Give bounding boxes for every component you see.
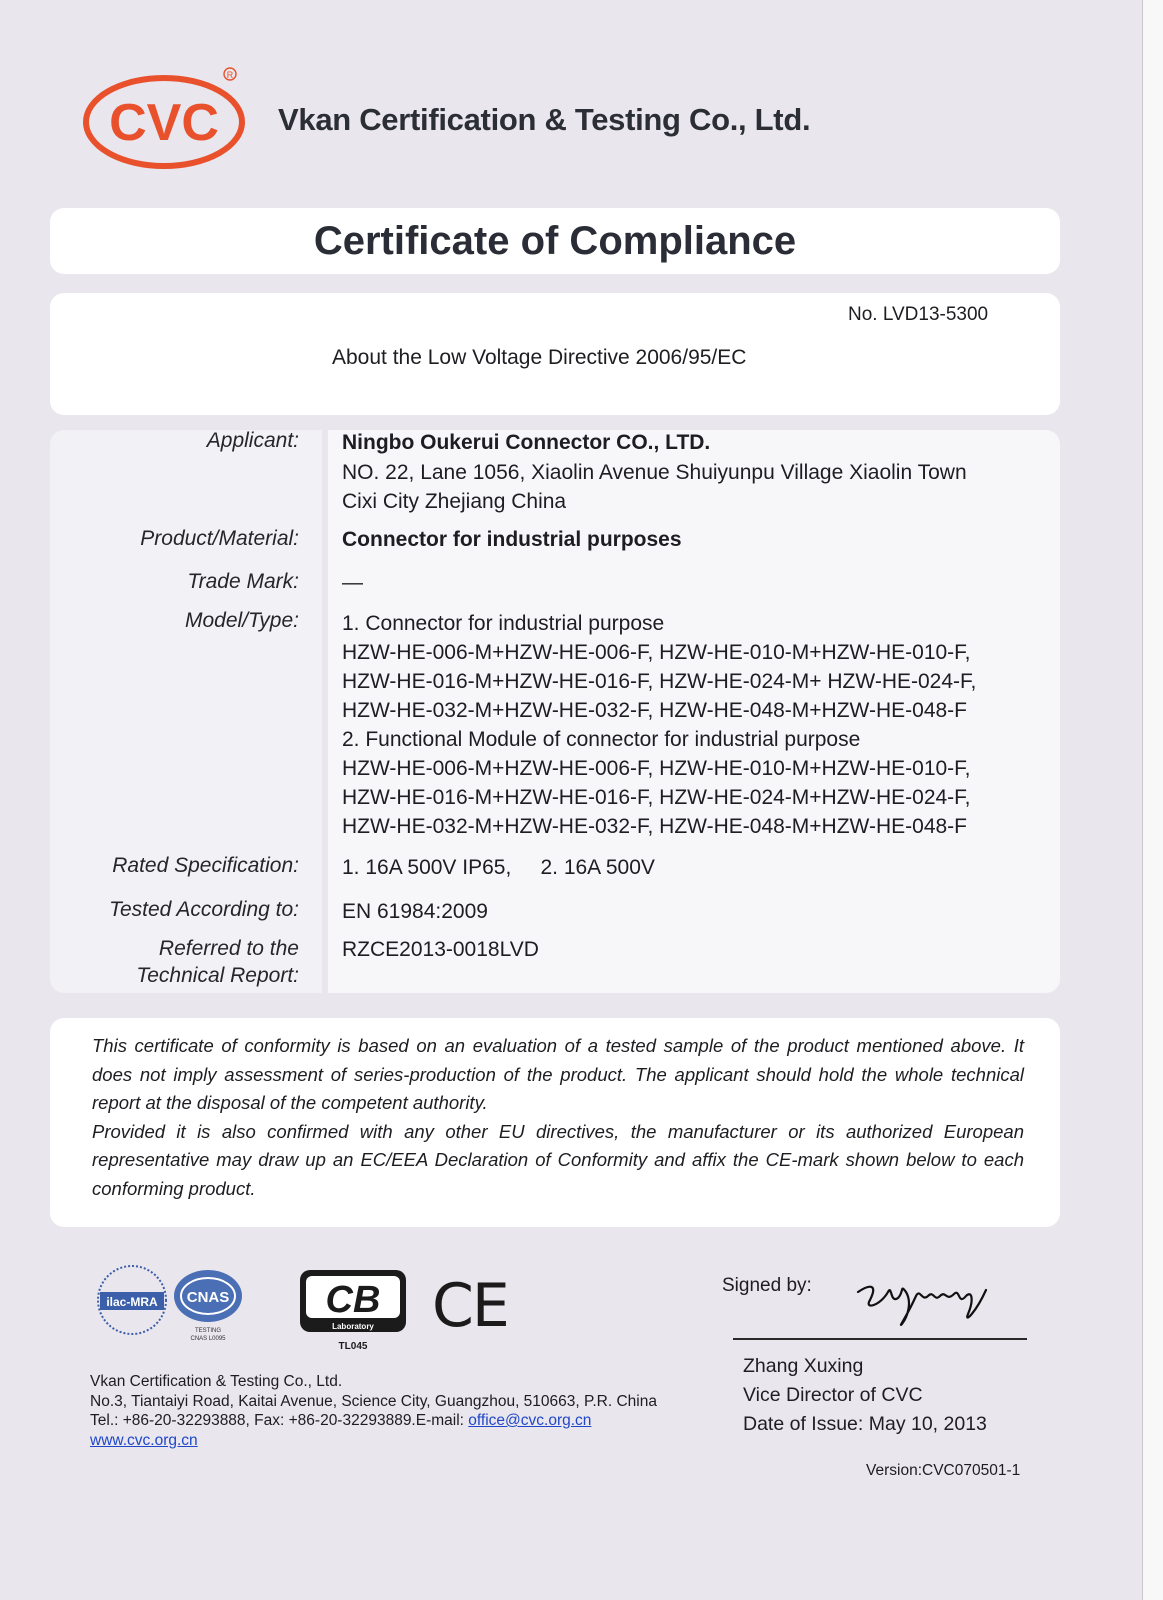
model-line: HZW-HE-006-M+HZW-HE-006-F, HZW-HE-010-M+HZW-HE-010-F, <box>342 641 971 664</box>
logo-text: CVC <box>109 94 219 152</box>
model-line: HZW-HE-016-M+HZW-HE-016-F, HZW-HE-024-M+ HZW-HE-024-F, <box>342 670 977 693</box>
cnas-code-text: CNAS L0095 <box>190 1336 226 1342</box>
cnas-mark-text: CNAS <box>186 1289 230 1306</box>
trademark-value: — <box>342 571 363 594</box>
signer-name: Zhang Xuxing <box>743 1355 864 1377</box>
model-line: 1. Connector for industrial purpose <box>342 612 665 635</box>
disclaimer-paragraph-1: This certificate of conformity is based on an evaluation of a tested sample of the product mentioned above. It does not imply assessment of series-production of the product. The applicant should hold the whole technical report at the disposal of the competent authority. <box>92 1035 1024 1113</box>
ilac-mark-text: ilac-MRA <box>106 1295 158 1309</box>
website-link[interactable]: www.cvc.org.cn <box>90 1431 198 1449</box>
model-line: HZW-HE-032-M+HZW-HE-032-F, HZW-HE-048-M+HZW-HE-048-F <box>342 699 968 722</box>
model-line: 2. Functional Module of connector for industrial purpose <box>342 728 861 751</box>
ce-mark <box>432 1271 508 1341</box>
disclaimer <box>92 1032 1024 1203</box>
cb-laboratory-text: Laboratory <box>332 1322 374 1331</box>
trademark-label: Trade Mark: <box>187 570 299 593</box>
signed-by-label: Signed by: <box>722 1275 812 1296</box>
directive-text: About the Low Voltage Directive 2006/95/EC <box>332 346 747 369</box>
model-label: Model/Type: <box>185 609 299 632</box>
issuer-address: No.3, Tiantaiyi Road, Kaitai Avenue, Science City, Guangzhou, 510663, P.R. China <box>90 1392 657 1410</box>
model-line: HZW-HE-006-M+HZW-HE-006-F, HZW-HE-010-M+HZW-HE-010-F, <box>342 757 971 780</box>
signer-title: Vice Director of CVC <box>743 1384 923 1406</box>
email-link[interactable]: office@cvc.org.cn <box>468 1412 592 1429</box>
tested-according-value: EN 61984:2009 <box>342 900 488 923</box>
company-heading: Vkan Certification & Testing Co., Ltd. <box>278 102 811 137</box>
svg-text:R: R <box>226 70 234 80</box>
applicant-label: Applicant: <box>206 429 299 452</box>
technical-report-label-line-2: Technical Report: <box>136 964 299 987</box>
cb-mark-text: CB <box>325 1279 381 1321</box>
issuer-phone-fax: Tel.: +86-20-32293888, Fax: +86-20-32293889.E-mail: <box>90 1412 469 1429</box>
certificate-number: No. LVD13-5300 <box>848 304 989 325</box>
issuer-contact <box>90 1411 657 1431</box>
issuer-company: Vkan Certification & Testing Co., Ltd. <box>90 1373 343 1390</box>
rated-specification-label: Rated Specification: <box>112 854 299 877</box>
signature-line <box>733 1338 1027 1340</box>
cnas-mark <box>174 1270 242 1342</box>
handwritten-signature <box>850 1262 1000 1337</box>
model-line: HZW-HE-016-M+HZW-HE-016-F, HZW-HE-024-M+HZW-HE-024-F, <box>342 786 971 809</box>
disclaimer-paragraph-2: Provided it is also confirmed with any other EU directives, the manufacturer or its authorized European representative may draw up an EC/EEA Declaration of Conformity and affix the CE-mark shown below to each conforming product. <box>92 1120 1024 1199</box>
tested-according-label: Tested According to: <box>109 898 299 921</box>
applicant-address-line-2: Cixi City Zhejiang China <box>342 490 567 513</box>
ce-mark-text: CE <box>432 1271 508 1341</box>
technical-report-value: RZCE2013-0018LVD <box>342 938 539 961</box>
certificate-title: Certificate of Compliance <box>313 218 797 263</box>
cb-laboratory-mark <box>300 1270 406 1352</box>
rated-specification-value: 1. 16A 500V IP65, 2. 16A 500V <box>342 856 655 879</box>
issuer-address-block <box>90 1372 657 1450</box>
applicant-name: Ningbo Oukerui Connector CO., LTD. <box>342 431 711 454</box>
cb-code-text: TL045 <box>338 1341 368 1352</box>
applicant-address-line-1: NO. 22, Lane 1056, Xiaolin Avenue Shuiyunpu Village Xiaolin Town <box>342 461 967 484</box>
product-value: Connector for industrial purposes <box>342 528 682 551</box>
product-label: Product/Material: <box>140 527 299 550</box>
cnas-testing-text: TESTING <box>194 1328 222 1334</box>
accreditation-marks <box>90 1262 530 1367</box>
technical-report-label-line-1: Referred to the <box>158 937 299 960</box>
model-line: HZW-HE-032-M+HZW-HE-032-F, HZW-HE-048-M+HZW-HE-048-F <box>342 815 968 838</box>
date-of-issue: Date of Issue: May 10, 2013 <box>743 1413 987 1435</box>
page-edge <box>1142 0 1163 1600</box>
signer-block <box>743 1352 987 1439</box>
version-code: Version:CVC070501-1 <box>866 1462 1021 1479</box>
ilac-mra-mark <box>98 1266 166 1334</box>
cvc-logo <box>78 66 258 181</box>
